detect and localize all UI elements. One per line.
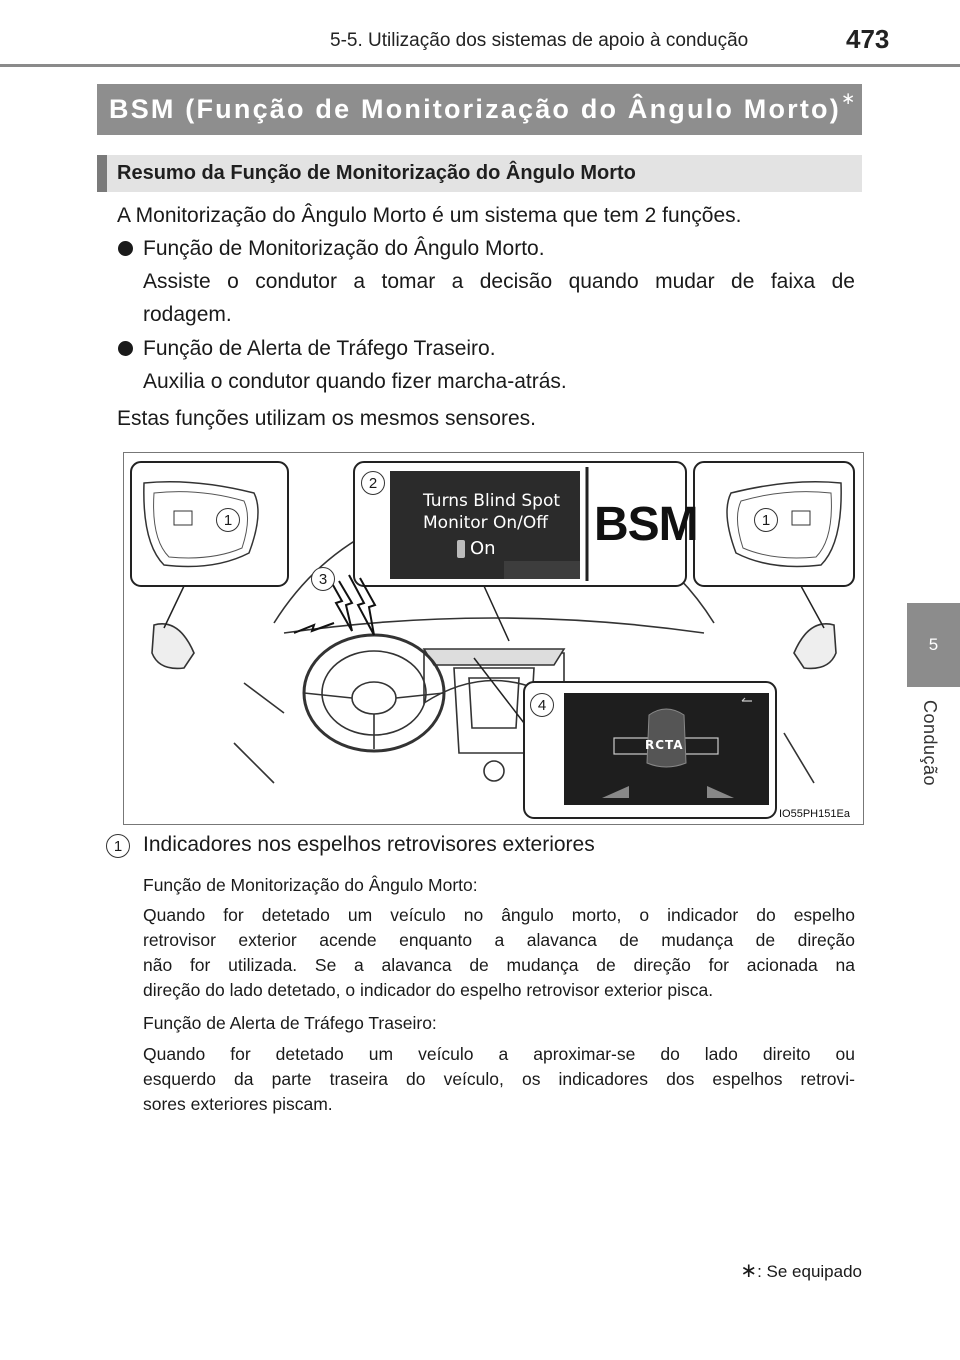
right-mirror-callout bbox=[694, 462, 854, 628]
screen-state-indicator bbox=[457, 540, 465, 558]
header-divider bbox=[0, 64, 960, 67]
chapter-tab-number: 5 bbox=[907, 603, 960, 687]
bullet-1-title: Função de Monitorização do Ângulo Morto. bbox=[143, 237, 545, 260]
page-number: 473 bbox=[846, 24, 890, 54]
page-title bbox=[97, 84, 862, 135]
section-subtitle: Resumo da Função de Monitorização do Ângulo Morto bbox=[97, 155, 862, 192]
figure-id: IO55PH151Ea bbox=[779, 808, 850, 820]
intro-text: A Monitorização do Ângulo Morto é um sistema que tem 2 funções. bbox=[117, 204, 742, 227]
bsm-line-1: Quando for detetado um veículo no ângulo morto, o indicador do espelho bbox=[143, 905, 855, 925]
left-mirror-callout bbox=[131, 462, 288, 628]
screen-state-text: On bbox=[470, 538, 496, 559]
bsm-label: BSM bbox=[594, 498, 698, 551]
callout-3: 3 bbox=[311, 567, 335, 591]
footnote bbox=[740, 1258, 862, 1283]
bullet-2-title: Função de Alerta de Tráfego Traseiro. bbox=[143, 337, 496, 360]
callout-1-right: 1 bbox=[754, 508, 778, 532]
bullet-2-dot bbox=[118, 341, 133, 356]
rcta-label: RCTA bbox=[645, 738, 684, 752]
chapter-tab-label-text: Condução bbox=[920, 700, 940, 787]
callout-1-left: 1 bbox=[216, 508, 240, 532]
footnote-mark: ∗ bbox=[740, 1260, 758, 1282]
item-1-title: Indicadores nos espelhos retrovisores exteriores bbox=[143, 833, 595, 856]
closing-text: Estas funções utilizam os mesmos sensores. bbox=[117, 407, 536, 430]
footnote-text: : Se equipado bbox=[757, 1262, 862, 1281]
rcta-line-1: Quando for detetado um veículo a aproximar-se do lado direito ou bbox=[143, 1044, 855, 1064]
rcta-line-2: esquerdo da parte traseira do veículo, os indicadores dos espelhos retrovi- bbox=[143, 1069, 855, 1089]
rcta-heading: Função de Alerta de Tráfego Traseiro: bbox=[143, 1013, 437, 1033]
bsm-line-4: direção do lado detetado, o indicador do espelho retrovisor exterior pisca. bbox=[143, 980, 714, 1000]
equipped-mark: ∗ bbox=[840, 89, 858, 108]
rcta-line-3: sores exteriores piscam. bbox=[143, 1094, 333, 1114]
bsm-heading: Função de Monitorização do Ângulo Morto: bbox=[143, 875, 478, 895]
bsm-illustration bbox=[123, 452, 864, 825]
callout-2: 2 bbox=[361, 471, 385, 495]
screen-text-line2: Monitor On/Off bbox=[423, 513, 549, 533]
bullet-1-line1: Assiste o condutor a tomar a decisão quando mudar de faixa de bbox=[143, 270, 855, 293]
screen-text-line1: Turns Blind Spot bbox=[423, 491, 561, 511]
bullet-1-line2: rodagem. bbox=[143, 303, 232, 326]
item-1-number: 1 bbox=[106, 834, 130, 858]
callout-4: 4 bbox=[530, 693, 554, 717]
bullet-2-line1: Auxilia o condutor quando fizer marcha-atrás. bbox=[143, 370, 567, 393]
bullet-1-dot bbox=[118, 241, 133, 256]
page-title-text: BSM (Função de Monitorização do Ângulo Morto) bbox=[109, 94, 841, 124]
section-header: 5-5. Utilização dos sistemas de apoio à condução bbox=[330, 30, 749, 51]
bsm-line-2: retrovisor exterior acende enquanto a alavanca de mudança de direção bbox=[143, 930, 855, 950]
bsm-line-3: não for utilizada. Se a alavanca de mudança de direção for acionada na bbox=[143, 955, 855, 975]
chapter-tab-label bbox=[907, 690, 960, 838]
